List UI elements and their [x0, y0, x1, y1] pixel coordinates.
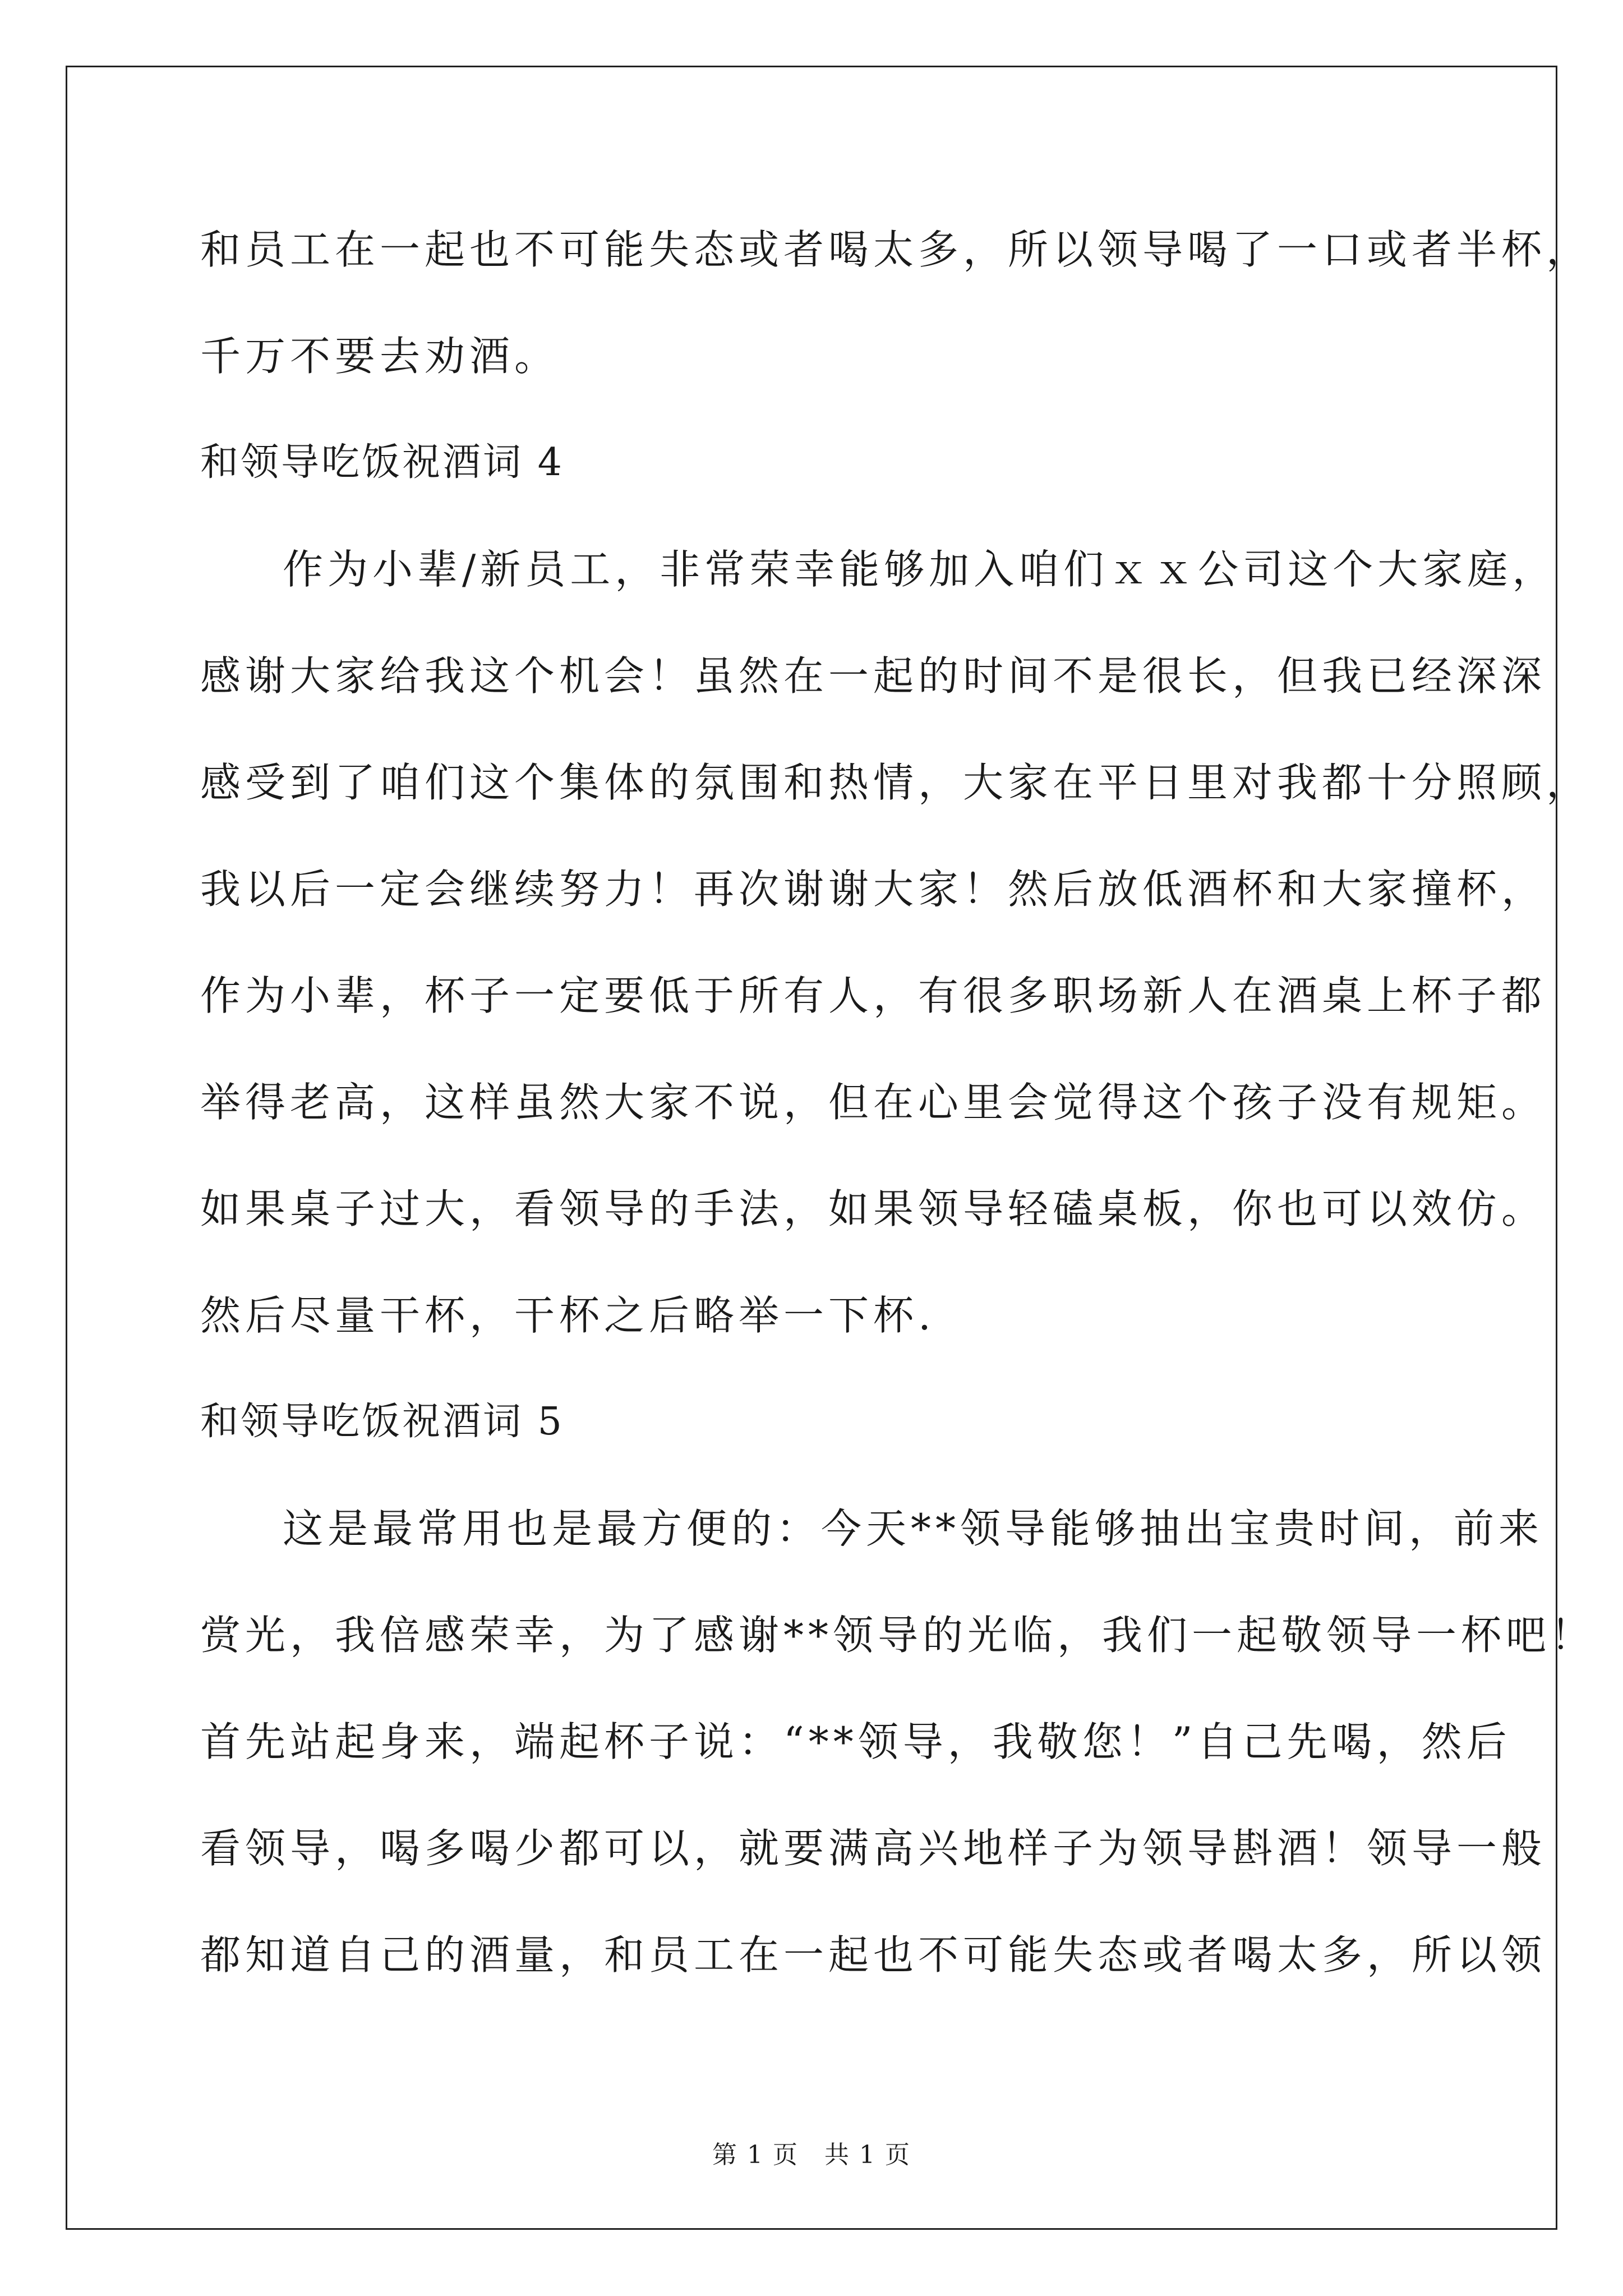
- paragraph-line: 感受到了咱们这个集体的氛围和热情，大家在平日里对我都十分照顾，: [200, 759, 1592, 806]
- paragraph-line: 举得老高，这样虽然大家不说，但在心里会觉得这个孩子没有规矩。: [200, 1079, 1547, 1126]
- paragraph-line: 和员工在一起也不可能失态或者喝太多，所以领导喝了一口或者半杯，: [200, 226, 1592, 273]
- paragraph-line: 如果桌子过大，看领导的手法，如果领导轻磕桌板，你也可以效仿。: [200, 1185, 1547, 1232]
- paragraph-line: 千万不要去劝酒。: [200, 333, 560, 380]
- paragraph-line: 作为小辈，杯子一定要低于所有人，有很多职场新人在酒桌上杯子都: [200, 972, 1547, 1019]
- document-body: [200, 196, 1596, 2008]
- paragraph-line: 然后尽量干杯，干杯之后略举一下杯.: [200, 1292, 935, 1339]
- paragraph-line: 这是最常用也是最方便的：今天**领导能够抽出宝贵时间，前来: [283, 1505, 1544, 1552]
- paragraph-line: 赏光，我倍感荣幸，为了感谢**领导的光临，我们一起敬领导一杯吧！: [200, 1612, 1596, 1659]
- paragraph-line: 看领导，喝多喝少都可以，就要满高兴地样子为领导斟酒！领导一般: [200, 1825, 1547, 1872]
- paragraph-line: 首先站起身来，端起杯子说：“**领导，我敬您！”自己先喝，然后: [200, 1718, 1511, 1765]
- paragraph-line: 都知道自己的酒量，和员工在一起也不可能失态或者喝太多，所以领: [200, 1931, 1547, 1978]
- section-heading-5: 和领导吃饭祝酒词 5: [200, 1400, 564, 1444]
- paragraph-line: 我以后一定会继续努力！再次谢谢大家！然后放低酒杯和大家撞杯，: [200, 866, 1547, 913]
- section-heading-4: 和领导吃饭祝酒词 4: [200, 440, 564, 485]
- paragraph-line: 作为小辈/新员工，非常荣幸能够加入咱们ｘｘ公司这个大家庭，: [283, 546, 1557, 593]
- paragraph-line: 感谢大家给我这个机会！虽然在一起的时间不是很长，但我已经深深: [200, 652, 1547, 700]
- page-number-footer: 第 1 页 共 1 页: [712, 2141, 911, 2169]
